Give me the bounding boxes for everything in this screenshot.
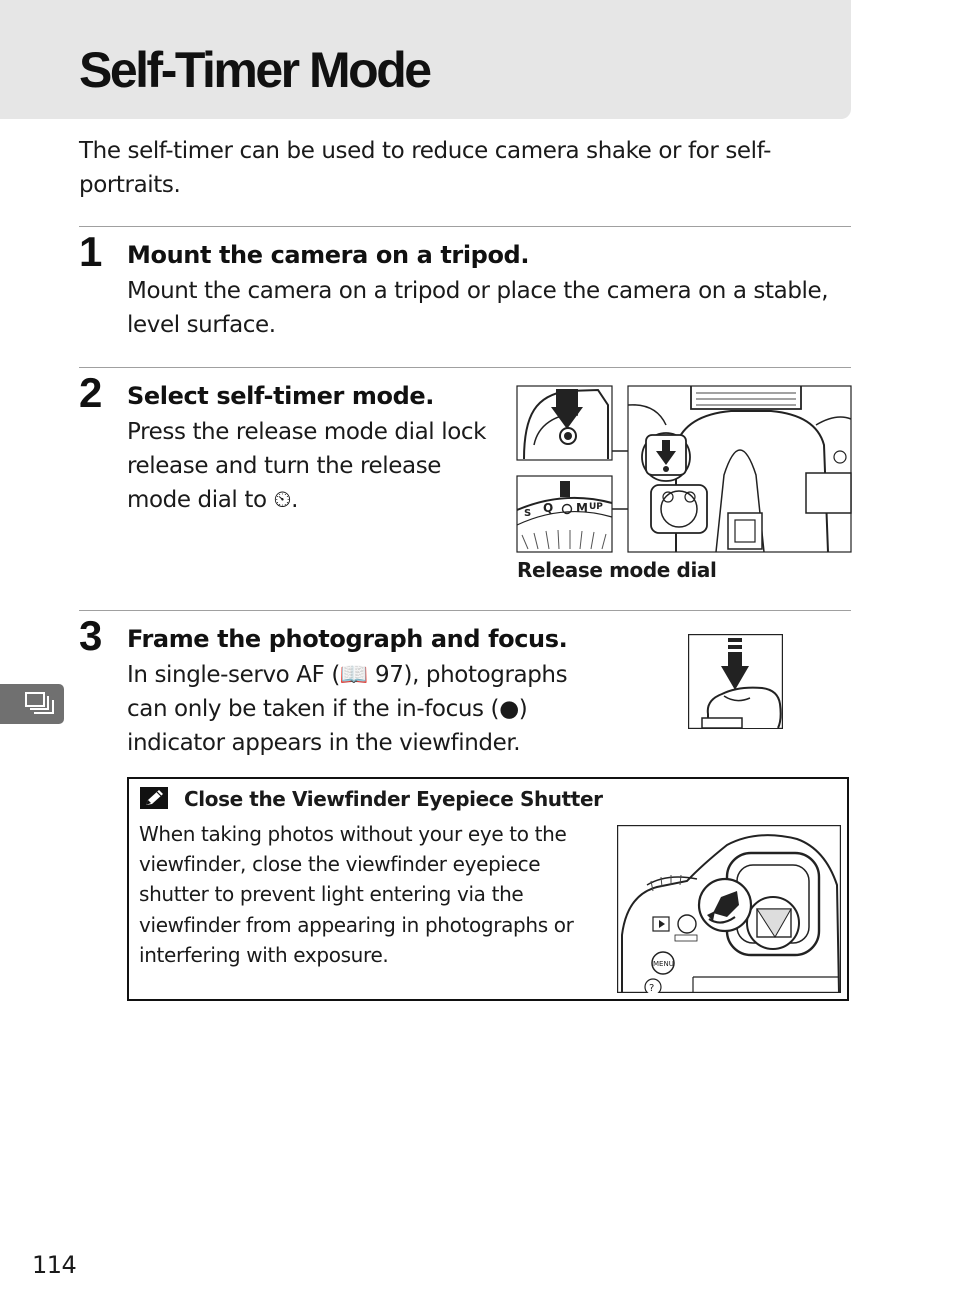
step-2-body: Press the release mode dial lock release and turn the release mode dial to ⏲.: [127, 419, 487, 513]
step-2-number: 2: [79, 369, 103, 416]
note-body: When taking photos without your eye to the viewfinder, close the viewfinder eyepiece shutter to prevent light entering via the viewfinder from appearing in photographs or interfering with exposure.: [139, 822, 574, 967]
note-title: Close the Viewfinder Eyepiece Shutter: [184, 787, 603, 811]
release-mode-chapter-tab[interactable]: [0, 684, 64, 724]
dial-label-m: M: [576, 501, 588, 515]
page-title: Self-Timer Mode: [79, 42, 430, 98]
dial-label-up: UP: [589, 502, 603, 512]
step-2-heading: Select self-timer mode.: [127, 382, 434, 410]
step-3-heading: Frame the photograph and focus.: [127, 625, 568, 653]
intro-paragraph: The self-timer can be used to reduce camera shake or for self-portraits.: [79, 138, 771, 198]
step-3-number: 3: [79, 612, 103, 659]
dial-label-q: Q: [543, 501, 554, 515]
note-box: [127, 777, 849, 1001]
release-mode-stack-icon: [25, 692, 55, 716]
step-1-heading: Mount the camera on a tripod.: [127, 241, 530, 269]
step-3-divider: [79, 610, 851, 611]
pencil-note-icon: [140, 787, 168, 813]
step-1-number: 1: [79, 228, 103, 275]
step-1-divider: [79, 226, 851, 227]
figure-caption: Release mode dial: [517, 558, 717, 582]
dial-label-s: S: [524, 508, 532, 519]
step-2-divider: [79, 367, 851, 368]
step-3-body: In single-servo AF (📖 97), photographs can only be taken if the in-focus (●) indicator appears in the viewfinder.: [127, 662, 568, 756]
release-mode-dial-figure: [516, 385, 852, 554]
help-button-label: ?: [649, 983, 655, 993]
step-1-body: Mount the camera on a tripod or place the camera on a stable, level surface.: [127, 278, 829, 338]
page-number: 114: [32, 1251, 77, 1279]
menu-button-label: MENU: [653, 960, 674, 968]
eyepiece-shutter-figure: [617, 825, 841, 993]
shutter-press-figure: [688, 634, 783, 729]
